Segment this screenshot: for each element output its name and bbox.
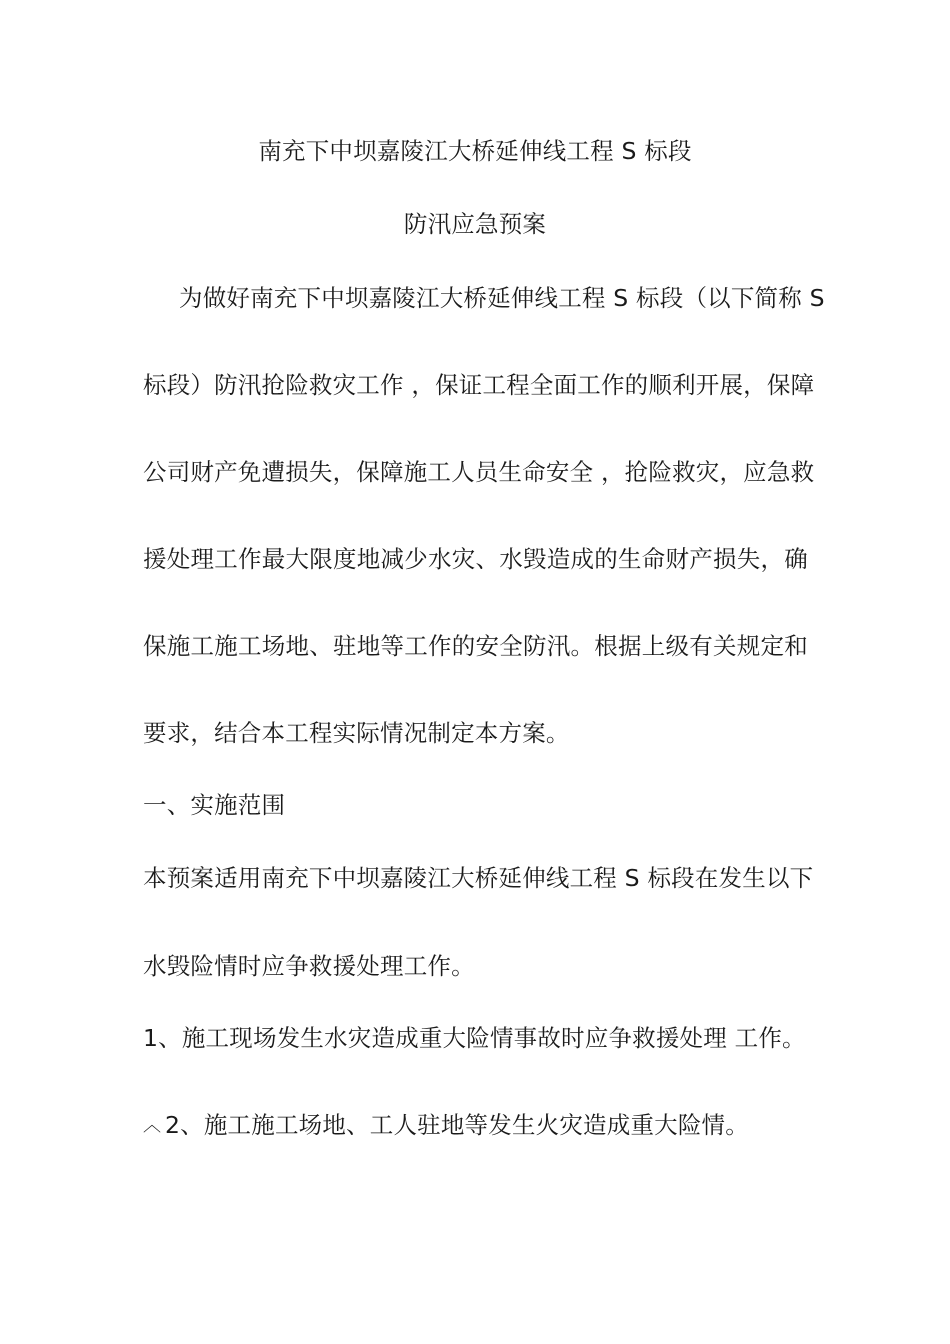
intro-line-5: 保施工施工场地、驻地等工作的安全防汛。根据上级有关规定和: [143, 632, 808, 660]
intro-line-2: 标段）防汛抢险救灾工作 ，保证工程全面工作的顺利开展，保障: [143, 371, 815, 399]
intro-line-6: 要求，结合本工程实际情况制定本方案。: [143, 719, 570, 747]
list-item-2: [143, 1109, 808, 1142]
list-item-2-text: 2、施工施工场地、工人驻地等发生火灾造成重大险情。: [165, 1111, 749, 1139]
intro-line-4: 援处理工作最大限度地减少水灾、水毁造成的生命财产损失，确: [143, 545, 808, 573]
title-line-2: 防汛应急预案: [403, 210, 547, 238]
section-1-heading: 一、实施范围: [143, 791, 286, 819]
title-line-1: 南充下中坝嘉陵江大桥延伸线工程 S 标段: [258, 137, 692, 165]
section-1-line-1: 本预案适用南充下中坝嘉陵江大桥延伸线工程 S 标段在发生以下: [143, 864, 814, 892]
section-1-line-2: 水毁险情时应争救援处理工作。: [143, 952, 475, 980]
stray-mark: ︿: [143, 1115, 162, 1136]
intro-line-3: 公司财产免遭损失，保障施工人员生命安全 ，抢险救灾，应急救: [143, 458, 815, 486]
intro-line-1: 为做好南充下中坝嘉陵江大桥延伸线工程 S 标段（以下简称 S: [179, 284, 825, 312]
list-item-1: 1、施工现场发生水灾造成重大险情事故时应争救援处理 工作。: [143, 1024, 806, 1052]
